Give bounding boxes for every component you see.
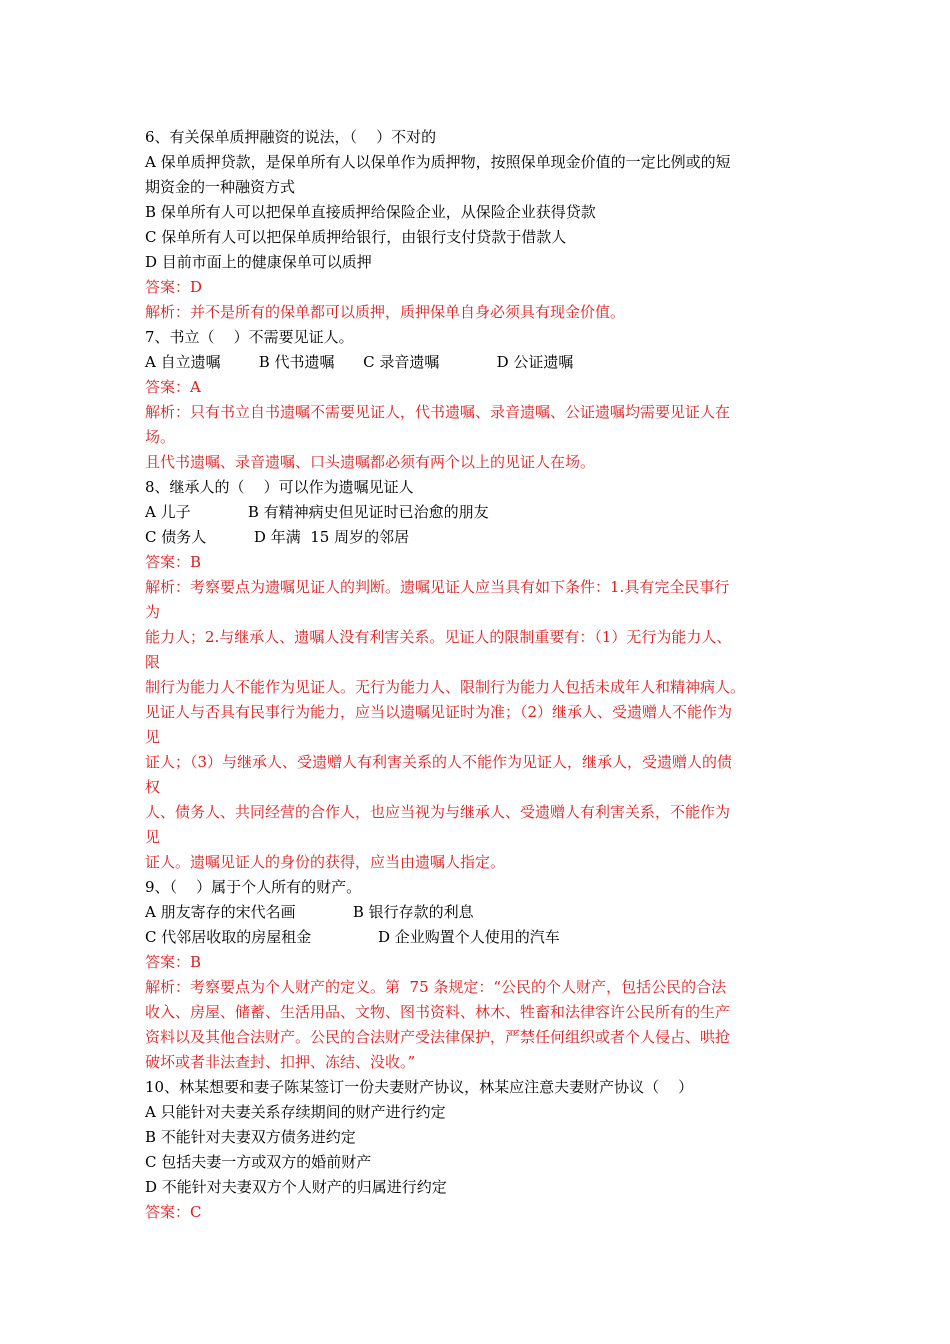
question-10-option-c: C 包括夫妻一方或双方的婚前财产 xyxy=(145,1153,372,1171)
question-9-answer: 答案：B xyxy=(145,953,202,971)
question-9-analysis-line: 资料以及其他合法财产。公民的合法财产受法律保护，严禁任何组织或者个人侵占、哄抢 xyxy=(145,1028,731,1046)
question-9-analysis-line: 破坏或者非法查封、扣押、冻结、没收。” xyxy=(145,1053,416,1071)
document-page xyxy=(145,125,817,1225)
question-8-analysis-line: 限 xyxy=(145,653,161,671)
question-10-text: 10、林某想要和妻子陈某签订一份夫妻财产协议，林某应注意夫妻财产协议（ ） xyxy=(145,1078,694,1096)
question-6-option-b: B 保单所有人可以把保单直接质押给保险企业，从保险企业获得贷款 xyxy=(145,203,596,221)
question-9-options-ab: A 朋友寄存的宋代名画 B 银行存款的利息 xyxy=(145,903,474,921)
question-6-analysis: 解析：并不是所有的保单都可以质押，质押保单自身必须具有现金价值。 xyxy=(145,303,626,321)
question-8-analysis-line: 人、债务人、共同经营的合作人，也应当视为与继承人、受遗赠人有利害关系，不能作为 xyxy=(145,803,731,821)
question-8-analysis-line: 见证人与否具有民事行为能力，应当以遗嘱见证时为准；（2）继承人、受遗赠人不能作为 xyxy=(145,703,733,721)
question-7-analysis-line: 解析：只有书立自书遗嘱不需要见证人，代书遗嘱、录音遗嘱、公证遗嘱均需要见证人在 xyxy=(145,403,731,421)
question-6-text: 6、有关保单质押融资的说法，（ ）不对的 xyxy=(145,128,437,146)
question-6-option-d: D 目前市面上的健康保单可以质押 xyxy=(145,253,372,271)
question-10-option-a: A 只能针对夫妻关系存续期间的财产进行约定 xyxy=(145,1103,446,1121)
question-6-option-c: C 保单所有人可以把保单质押给银行，由银行支付贷款于借款人 xyxy=(145,228,567,246)
question-7-text: 7、书立（ ）不需要见证人。 xyxy=(145,328,354,346)
question-9-options-cd: C 代邻居收取的房屋租金 D 企业购置个人使用的汽车 xyxy=(145,928,560,946)
question-8-analysis-line: 权 xyxy=(145,778,161,796)
question-8-analysis-line: 证人；（3）与继承人、受遗赠人有利害关系的人不能作为见证人，继承人，受遗赠人的债 xyxy=(145,753,733,771)
question-8-analysis-line: 见 xyxy=(145,728,161,746)
question-8-analysis-line: 证人。遗嘱见证人的身份的获得，应当由遗嘱人指定。 xyxy=(145,853,506,871)
question-7-options: A 自立遗嘱 B 代书遗嘱 C 录音遗嘱 D 公证遗嘱 xyxy=(145,353,574,371)
question-7-analysis-line: 场。 xyxy=(145,428,176,446)
question-8-options-cd: C 债务人 D 年满 15 周岁的邻居 xyxy=(145,528,410,546)
question-6-option-a-cont: 期资金的一种融资方式 xyxy=(145,178,296,196)
question-8-text: 8、继承人的（ ）可以作为遗嘱见证人 xyxy=(145,478,414,496)
question-10-option-b: B 不能针对夫妻双方债务进约定 xyxy=(145,1128,356,1146)
question-9-text: 9、（ ）属于个人所有的财产。 xyxy=(145,878,362,896)
question-8-options-ab: A 儿子 B 有精神病史但见证时已治愈的朋友 xyxy=(145,503,489,521)
question-6-answer: 答案：D xyxy=(145,278,203,296)
question-7-analysis-line: 且代书遗嘱、录音遗嘱、口头遗嘱都必须有两个以上的见证人在场。 xyxy=(145,453,596,471)
question-7-answer: 答案：A xyxy=(145,378,201,396)
question-6-option-a: A 保单质押贷款，是保单所有人以保单作为质押物，按照保单现金价值的一定比例或的短 xyxy=(145,153,731,171)
question-9-analysis-line: 收入、房屋、储蓄、生活用品、文物、图书资料、林木、牲畜和法律容许公民所有的生产 xyxy=(145,1003,731,1021)
question-10-option-d: D 不能针对夫妻双方个人财产的归属进行约定 xyxy=(145,1178,447,1196)
question-9-analysis-line: 解析：考察要点为个人财产的定义。第 75 条规定：“公民的个人财产，包括公民的合法 xyxy=(145,978,727,996)
question-8-analysis-line: 能力人；2.与继承人、遗嘱人没有利害关系。见证人的限制重要有：（1）无行为能力人、 xyxy=(145,628,732,646)
question-8-analysis-line: 制行为能力人不能作为见证人。无行为能力人、限制行为能力人包括未成年人和精神病人。 xyxy=(145,678,746,696)
question-10-answer: 答案：C xyxy=(145,1203,202,1221)
question-8-answer: 答案：B xyxy=(145,553,202,571)
question-8-analysis-line: 解析：考察要点为遗嘱见证人的判断。遗嘱见证人应当具有如下条件：1.具有完全民事行 xyxy=(145,578,730,596)
question-8-analysis-line: 为 xyxy=(145,603,161,621)
question-8-analysis-line: 见 xyxy=(145,828,161,846)
